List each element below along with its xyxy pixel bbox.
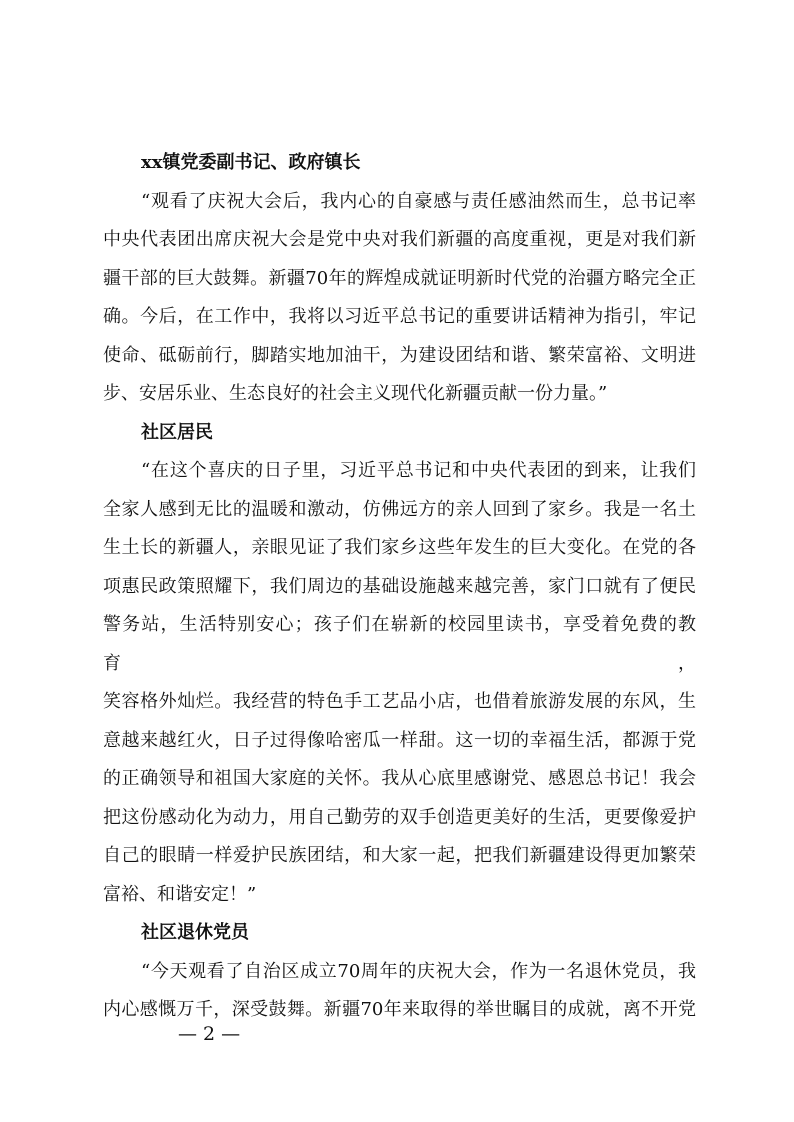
paragraph-line: 的正确领导和祖国大家庭的关怀。我从心底里感谢党、感恩总书记！我会 — [103, 768, 696, 789]
section-heading: 社区退休党员 — [141, 922, 249, 943]
section — [103, 414, 696, 915]
paragraph-line: 笑容格外灿烂。我经营的特色手工艺品小店，也借着旅游发展的东风，生 — [103, 691, 696, 712]
paragraph-line: 步、安居乐业、生态良好的社会主义现代化新疆贡献一份力量。” — [103, 383, 608, 404]
paragraph-line: “在这个喜庆的日子里，习近平总书记和中央代表团的到来，让我们 — [141, 460, 696, 481]
paragraph-line: 意越来越红火，日子过得像哈密瓜一样甜。这一切的幸福生活，都源于党 — [103, 729, 696, 751]
section — [103, 914, 696, 1030]
paragraph-line: “今天观看了自治区成立70周年的庆祝大会，作为一名退休党员，我 — [141, 960, 696, 982]
paragraph-line: 使命、砥砺前行，脚踏实地加油干，为建设团结和谐、繁荣富裕、文明进 — [103, 344, 696, 366]
section-heading: 社区居民 — [141, 421, 213, 443]
paragraph-line: 内心感慨万千，深受鼓舞。新疆70年来取得的举世瞩目的成就，离不开党 — [103, 999, 696, 1020]
paragraph-line: 富裕、和谐安定！” — [103, 883, 257, 905]
paragraph-line: 确。今后，在工作中，我将以习近平总书记的重要讲话精神为指引，牢记 — [103, 306, 696, 327]
paragraph-line: 自己的眼睛一样爱护民族团结，和大家一起，把我们新疆建设得更加繁荣 — [103, 845, 696, 866]
section — [103, 144, 696, 414]
paragraph-line: 把这份感动化为动力，用自己勤劳的双手创造更美好的生活，更要像爱护 — [103, 806, 696, 828]
paragraph-line: 中央代表团出席庆祝大会是党中央对我们新疆的高度重视，更是对我们新 — [103, 229, 696, 250]
paragraph-line: 项惠民政策照耀下，我们周边的基础设施越来越完善，家门口就有了便民 — [103, 575, 696, 597]
paragraph-line: “观看了庆祝大会后，我内心的自豪感与责任感油然而生，总书记率 — [141, 190, 696, 212]
paragraph-line: 全家人感到无比的温暖和激动，仿佛远方的亲人回到了家乡。我是一名土 — [103, 498, 696, 520]
paragraph-line: 生土长的新疆人，亲眼见证了我们家乡这些年发生的巨大变化。在党的各 — [103, 537, 696, 558]
paragraph-line: 疆干部的巨大鼓舞。新疆70年的辉煌成就证明新时代党的治疆方略完全正 — [103, 267, 696, 289]
page-number: — 2 — — [178, 1023, 241, 1045]
section-heading: xx镇党委副书记、政府镇长 — [141, 152, 361, 173]
document-body — [103, 144, 696, 1030]
paragraph-line: 警务站，生活特别安心；孩子们在崭新的校园里读书，享受着免费的教育， — [103, 614, 696, 674]
